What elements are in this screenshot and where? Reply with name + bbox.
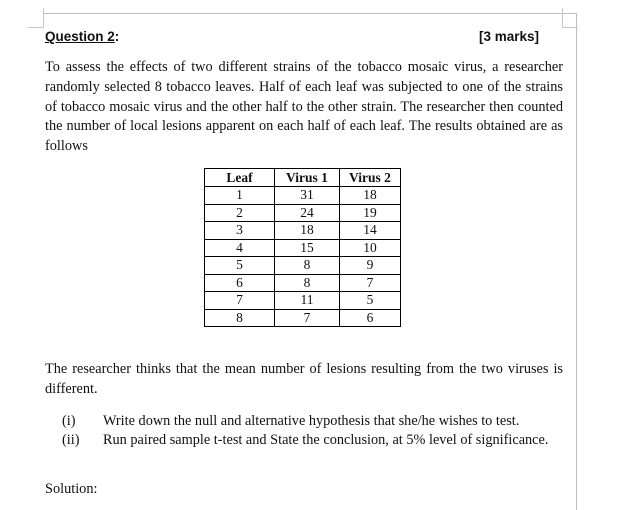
question-marks: [3 marks]	[478, 29, 539, 44]
virus-2-cell: 10	[340, 239, 401, 257]
leaf-cell: 6	[205, 274, 275, 292]
leaf-cell: 7	[205, 292, 275, 310]
sub-question-text: Write down the null and alternative hypothesis that she/he wishes to test.	[103, 413, 520, 429]
question-colon: :	[114, 29, 120, 44]
table-row	[205, 187, 401, 205]
table-header-row	[205, 169, 401, 187]
header-virus-1: Virus 1	[275, 169, 340, 187]
hypothesis-statement: The researcher thinks that the mean number of lesions resulting from the two viruses is different.	[45, 361, 563, 397]
virus-2-cell: 7	[340, 274, 401, 292]
sub-question-text: Run paired sample t-test and State the conclusion, at 5% level of significance.	[103, 432, 549, 448]
sub-question-ii	[62, 431, 563, 471]
margin-mark-right-v	[562, 8, 563, 28]
margin-mark-left-h	[28, 27, 44, 28]
page-frame-top	[44, 13, 577, 14]
margin-mark-right-h	[562, 27, 578, 28]
question-title	[45, 29, 119, 44]
margin-mark-left-v	[43, 8, 44, 28]
virus-2-cell: 14	[340, 222, 401, 240]
virus-2-cell: 6	[340, 309, 401, 327]
virus-1-cell: 8	[275, 257, 340, 275]
sub-question-number: (ii)	[62, 432, 80, 448]
virus-1-cell: 15	[275, 239, 340, 257]
table-row	[205, 292, 401, 310]
leaf-cell: 4	[205, 239, 275, 257]
virus-2-cell: 5	[340, 292, 401, 310]
virus-1-cell: 18	[275, 222, 340, 240]
leaf-cell: 1	[205, 187, 275, 205]
sub-question-i	[62, 412, 563, 432]
results-table	[204, 168, 401, 327]
leaf-cell: 5	[205, 257, 275, 275]
virus-1-cell: 31	[275, 187, 340, 205]
table-row	[205, 309, 401, 327]
virus-1-cell: 11	[275, 292, 340, 310]
solution-label: Solution:	[45, 481, 98, 497]
page-frame-right	[576, 13, 577, 510]
question-intro: To assess the effects of two different strains of the tobacco mosaic virus, a researcher randomly selected 8 tobacco leaves. Half of each leaf was subjected to one of the strains of tobacco mosaic virus and the other half to the other strain. The researcher then counted the number of local lesions apparent on each half of each leaf. The results obtained are as follows	[45, 59, 563, 155]
virus-2-cell: 9	[340, 257, 401, 275]
virus-2-cell: 19	[340, 204, 401, 222]
leaf-cell: 2	[205, 204, 275, 222]
virus-2-cell: 18	[340, 187, 401, 205]
header-virus-2: Virus 2	[340, 169, 401, 187]
virus-1-cell: 8	[275, 274, 340, 292]
table-row	[205, 239, 401, 257]
virus-1-cell: 7	[275, 309, 340, 327]
table-row	[205, 204, 401, 222]
question-label: Question 2	[45, 29, 115, 44]
table-row	[205, 257, 401, 275]
leaf-cell: 3	[205, 222, 275, 240]
leaf-cell: 8	[205, 309, 275, 327]
sub-question-number: (i)	[62, 413, 76, 429]
virus-1-cell: 24	[275, 204, 340, 222]
table-row	[205, 274, 401, 292]
header-leaf: Leaf	[205, 169, 275, 187]
table-row	[205, 222, 401, 240]
